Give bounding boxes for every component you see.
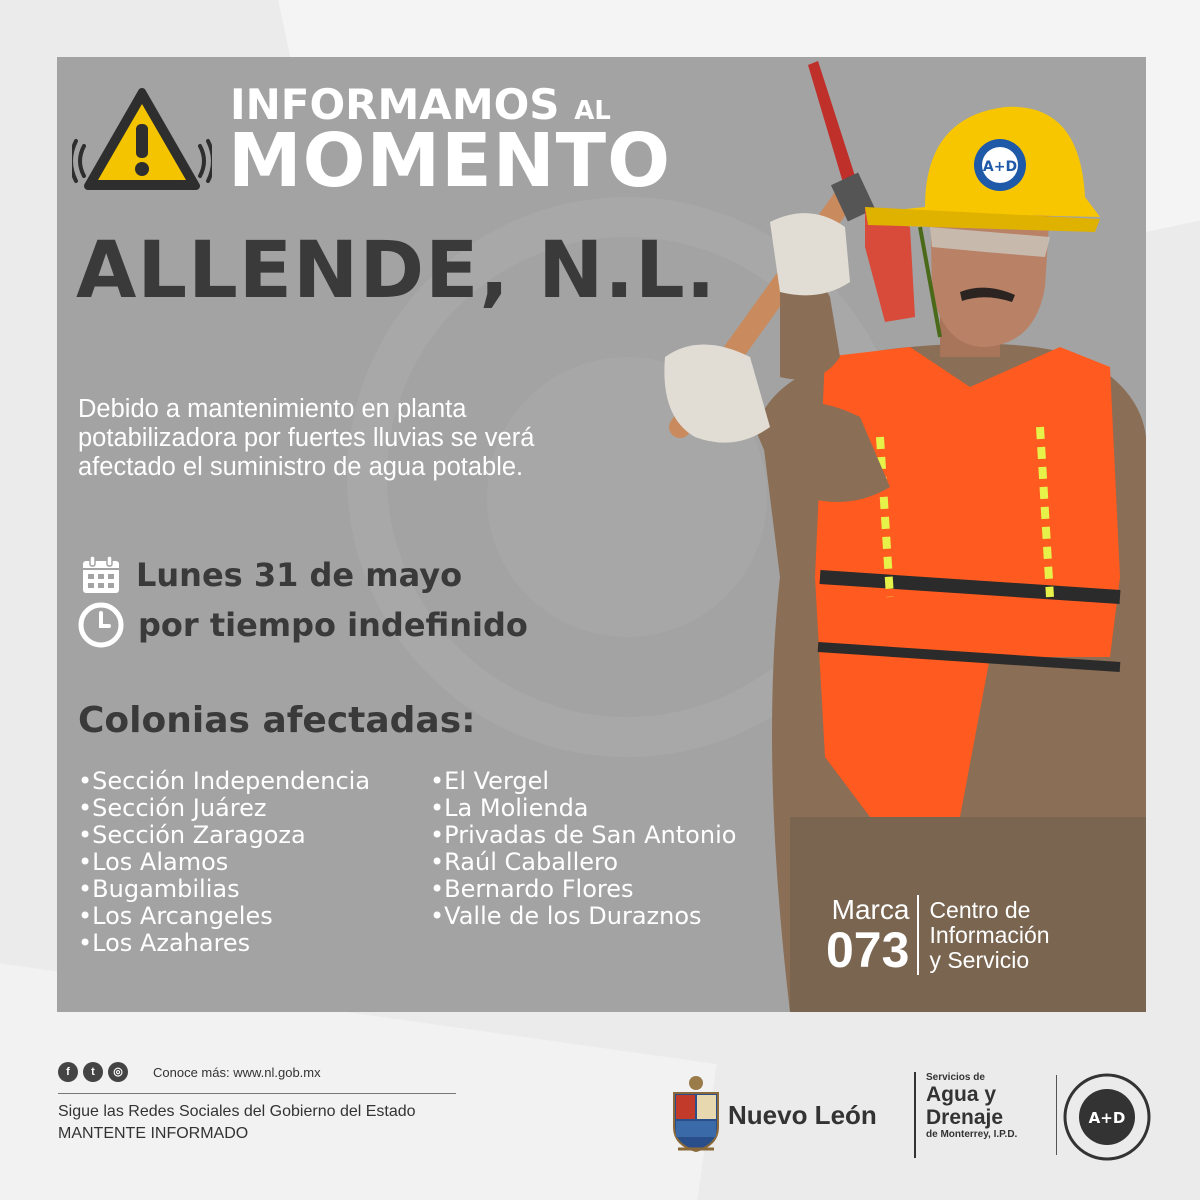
svg-text:A+D: A+D: [982, 159, 1018, 175]
list-item: •Los Alamos: [78, 848, 229, 876]
sadm-logo: Servicios de Agua y Drenaje de Monterrey, I.P.D.: [926, 1072, 1018, 1140]
hotline-line-2: Información: [929, 921, 1050, 948]
svg-text:A+D: A+D: [1088, 1109, 1126, 1127]
marca-label: Marca: [831, 894, 910, 925]
hotline-block: [826, 894, 1050, 978]
footer-tagline: MANTENTE INFORMADO: [58, 1125, 249, 1142]
list-item: •Sección Independencia: [78, 767, 371, 795]
website-link[interactable]: Conoce más: www.nl.gob.mx: [153, 1064, 321, 1080]
colonias-title: Colonias afectadas:: [78, 700, 476, 741]
list-item: •Raúl Caballero: [430, 848, 619, 876]
instagram-icon[interactable]: ◎: [108, 1062, 128, 1082]
list-item: •Valle de los Duraznos: [430, 902, 702, 930]
nuevo-leon-name: Nuevo León: [728, 1100, 877, 1130]
list-item: •El Vergel: [430, 767, 550, 795]
footer-divider: [58, 1093, 456, 1094]
title-line-1: INFORMAMOS AL: [230, 80, 611, 129]
title-line-2: MOMENTO: [228, 118, 672, 204]
sadm-seal-icon: [1062, 1072, 1152, 1162]
duration-text: por tiempo indefinido: [138, 606, 528, 644]
footer-social-text: Sigue las Redes Sociales del Gobierno del Estado: [58, 1103, 416, 1120]
twitter-icon[interactable]: t: [83, 1062, 103, 1082]
hotline-number: 073: [826, 922, 910, 978]
date-row: [80, 553, 462, 597]
list-item: •La Molienda: [430, 794, 589, 822]
nuevo-leon-crest-icon: [668, 1075, 724, 1155]
notice-description: Debido a mantenimiento en planta potabilizadora por fuertes lluvias se verá afectado el suministro de agua potable.: [78, 395, 535, 481]
list-item: •Los Azahares: [78, 929, 251, 957]
duration-row: [78, 601, 528, 649]
hotline-line-1: Centro de: [929, 896, 1031, 923]
worker-photo: [640, 57, 1146, 1012]
list-item: •Sección Zaragoza: [78, 821, 306, 849]
social-links: [58, 1062, 321, 1082]
date-text: Lunes 31 de mayo: [136, 556, 463, 594]
calendar-icon: [80, 554, 122, 596]
city-heading: ALLENDE, N.L.: [76, 226, 717, 316]
list-item: •Bernardo Flores: [430, 875, 634, 903]
clock-icon: [78, 602, 124, 648]
logo-divider: [914, 1072, 916, 1158]
warning-icon: [72, 86, 212, 196]
facebook-icon[interactable]: f: [58, 1062, 78, 1082]
logo-divider: [1056, 1075, 1057, 1155]
list-item: •Bugambilias: [78, 875, 240, 903]
list-item: •Privadas de San Antonio: [430, 821, 737, 849]
list-item: •Los Arcangeles: [78, 902, 273, 930]
list-item: •Sección Juárez: [78, 794, 267, 822]
colonias-list-left: [78, 768, 370, 957]
hotline-line-3: y Servicio: [929, 946, 1030, 973]
